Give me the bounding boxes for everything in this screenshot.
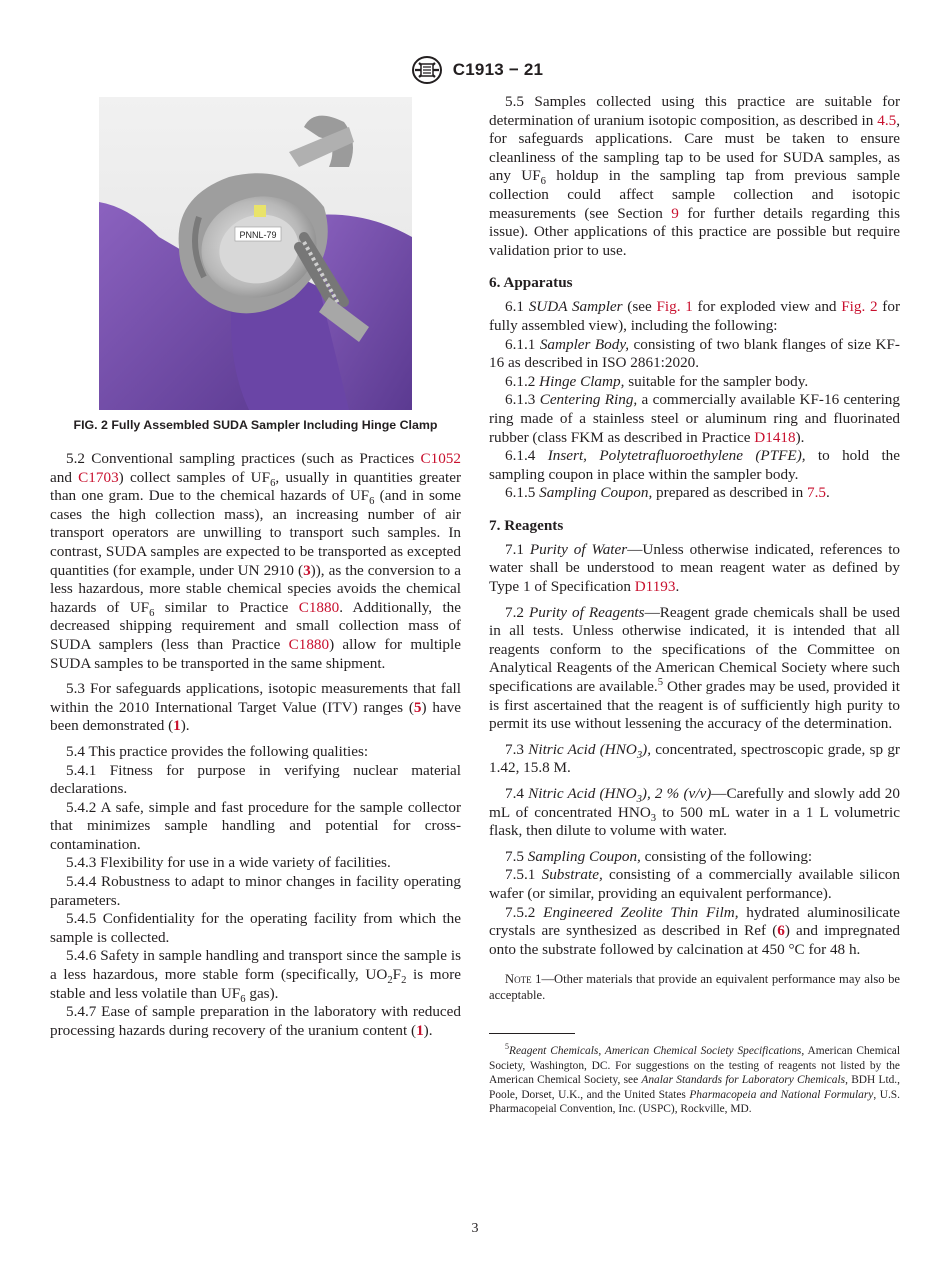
ref-c1703[interactable]: C1703	[78, 468, 119, 486]
ref-section-9[interactable]: 9	[671, 204, 679, 222]
para-6-1-5: 6.1.5 Sampling Coupon, prepared as described in 7.5.	[505, 484, 830, 502]
sampler-label-text: PNNL-79	[239, 230, 277, 240]
para-7-1: 7.1 Purity of Water—Unless otherwise indicated, references to water shall be understood to mean reagent water as defined by Type 1 of Specification D1193.	[489, 540, 901, 596]
ref-d1418[interactable]: D1418	[754, 428, 796, 446]
figure-caption: FIG. 2 Fully Assembled SUDA Sampler Including Hinge Clamp	[73, 418, 438, 432]
ref-fig-2[interactable]: Fig. 2	[841, 298, 878, 316]
ref-c1880[interactable]: C1880	[298, 598, 340, 616]
sampler-photo	[99, 97, 412, 410]
para-5-4-4: 5.4.4 Robustness to adapt to minor changes in facility operating parameters.	[50, 873, 461, 909]
astm-logo-icon	[407, 55, 447, 85]
para-7-5-1: 7.5.1 Substrate, consisting of a commercially available silicon wafer (or similar, providing an equivalent performance).	[489, 866, 900, 902]
ref-1[interactable]: 1	[173, 717, 181, 735]
para-7-4: 7.4 Nitric Acid $(HNO_3)$, 2 % (v/v)—Carefully and slowly add 20 mL of concentrated $HNO_3$ to 500 mL water in a 1 L volumetric flask, then dilute to volume with water.	[489, 785, 900, 840]
para-6-1: 6.1 SUDA Sampler (see Fig. 1 for exploded view and Fig. 2 for fully assembled view), including the following:	[489, 298, 901, 334]
para-5-4-7: 5.4.7 Ease of sample preparation in the laboratory with reduced processing hazards during recovery of the uranium content (1).	[50, 1003, 461, 1039]
section-6-heading: 6. Apparatus	[489, 274, 573, 292]
para-6-1-1: 6.1.1 Sampler Body, consisting of two blank flanges of size KF-16 as described in ISO 2861:2020.	[489, 335, 900, 372]
section-7-heading: 7. Reagents	[489, 516, 564, 534]
footnote-5: $^5$Reagent Chemicals, American Chemical Society Specifications, American Chemical Society, Washington, DC. For suggestions on the testing of reagents not listed by the American Chemical Society, see Analar Standards for Laboratory Chemicals, BDH Ltd., Poole, Dorset, U.K., and the United States Pharmacopeia and National Formulary, U.S. Pharmacopeial Convention, Inc. (USPC), Rockville, MD.	[489, 1042, 901, 1115]
ref-c1052[interactable]: C1052	[420, 450, 461, 467]
note-1: Note 1—Other materials that provide an equivalent performance may also be acceptable.	[489, 972, 900, 1003]
para-5-4-2: 5.4.2 A safe, simple and fast procedure for the sample collector that minimizes sample handling and potential for cross-contamination.	[50, 798, 461, 853]
right-column	[489, 93, 900, 1116]
para-5-5: 5.5 Samples collected using this practice are suitable for determination of uranium isotopic composition, as described in 4.5, for safeguards applications. Care must be taken to ensure cleanliness of the sampling tap to be used for SUDA samples, as any $UF_6$ holdup in the sampling tap from previous sample collection could affect sample collection and isotopic measurements (see Section 9 for further details regarding this issue). Other applications of this practice are possible but require validation prior to use.	[489, 93, 901, 259]
para-7-2: 7.2 Purity of Reagents—Reagent grade chemicals shall be used in all tests. Unless otherwise indicated, it is intended that all reagents conform to the specifications of the Committee on Analytical Reagents of the American Chemical Society where such specifications are available.$^5$ Other grades may be used, provided it is first ascertained that the reagent is of sufficiently high purity to permit its use without lessening the accuracy of the determination.	[489, 603, 901, 733]
ref-4-5[interactable]: 4.5	[877, 111, 897, 129]
para-7-5: 7.5 Sampling Coupon, consisting of the following:	[505, 847, 813, 865]
para-5-4-6: 5.4.6 Safety in sample handling and transport since the sample is a less hazardous, more stable form (specifically, $UO_2F_2$ is more stable and less volatile than $UF_6$ gas).	[50, 947, 462, 1005]
para-5-4-5: 5.4.5 Confidentiality for the operating facility from which the sample is collected.	[50, 910, 461, 946]
page-number: 3	[471, 1221, 479, 1236]
ref-7-5[interactable]: 7.5	[807, 484, 826, 502]
ref-d1193[interactable]: D1193	[634, 578, 676, 596]
para-7-3: 7.3 Nitric Acid $(HNO_3)$, concentrated, spectroscopic grade, sp gr 1.42, 15.8 M.	[489, 740, 900, 777]
page-header	[0, 55, 950, 85]
para-7-5-2: 7.5.2 Engineered Zeolite Thin Film, hydrated aluminosilicate crystals are synthesized as described in Ref (6) and impregnated onto the substrate followed by calcination at 450 °C for 48 h.	[489, 903, 900, 958]
para-6-1-2: 6.1.2 Hinge Clamp, suitable for the sampler body.	[505, 372, 809, 390]
footnote-rule	[489, 1033, 575, 1034]
para-5-4-3: 5.4.3 Flexibility for use in a wide variety of facilities.	[66, 854, 391, 872]
ref-3[interactable]: 3	[303, 561, 311, 579]
suda-sampler-image	[99, 97, 412, 410]
para-6-1-4: 6.1.4 Insert, Polytetrafluoroethylene (PTFE), to hold the sampling coupon in place within the sampler body.	[489, 447, 900, 483]
ref-6[interactable]: 6	[777, 922, 785, 940]
left-column	[50, 93, 461, 1040]
designation: C1913 − 21	[452, 60, 544, 79]
para-5-4-1: 5.4.1 Fitness for purpose in verifying nuclear material declarations.	[50, 761, 461, 798]
ref-c1880-2[interactable]: C1880	[288, 635, 330, 653]
para-6-1-3: 6.1.3 Centering Ring, a commercially available KF-16 centering ring made of a stainless steel or aluminum ring and fluorinated rubber (class FKM as described in Practice D1418).	[489, 391, 900, 446]
ref-fig-1[interactable]: Fig. 1	[656, 298, 693, 316]
para-5-4: 5.4 This practice provides the following qualities:	[66, 742, 369, 760]
ref-5[interactable]: 5	[413, 698, 422, 716]
ref-1b[interactable]: 1	[416, 1021, 424, 1039]
para-5-3: 5.3 For safeguards applications, isotopic measurements that fall within the 2010 International Target Value (ITV) ranges (5) have been demonstrated (1).	[50, 680, 461, 735]
para-5-2: 5.2 Conventional sampling practices (such as Practices C1052 and C1703) collect samples of $UF_6$, usually in quantities greater than one gram. Due to the chemical hazards of $UF_6$ (and in some cases the high collection mass), an increasing number of air transport operators are unwilling to transport such samples. In contrast, SUDA samples are expected to be transported as excepted quantities (for example, under UN 2910 (3)), as the conversion to a less hazardous, more stable chemical species avoids the chemical hazards of $UF_6$ similar to Practice C1880. Additionally, the decreased shipping requirement and small collection mass of SUDA samplers (less than Practice C1880) allow for multiple SUDA samples to be transported in the same shipment.	[50, 450, 462, 672]
